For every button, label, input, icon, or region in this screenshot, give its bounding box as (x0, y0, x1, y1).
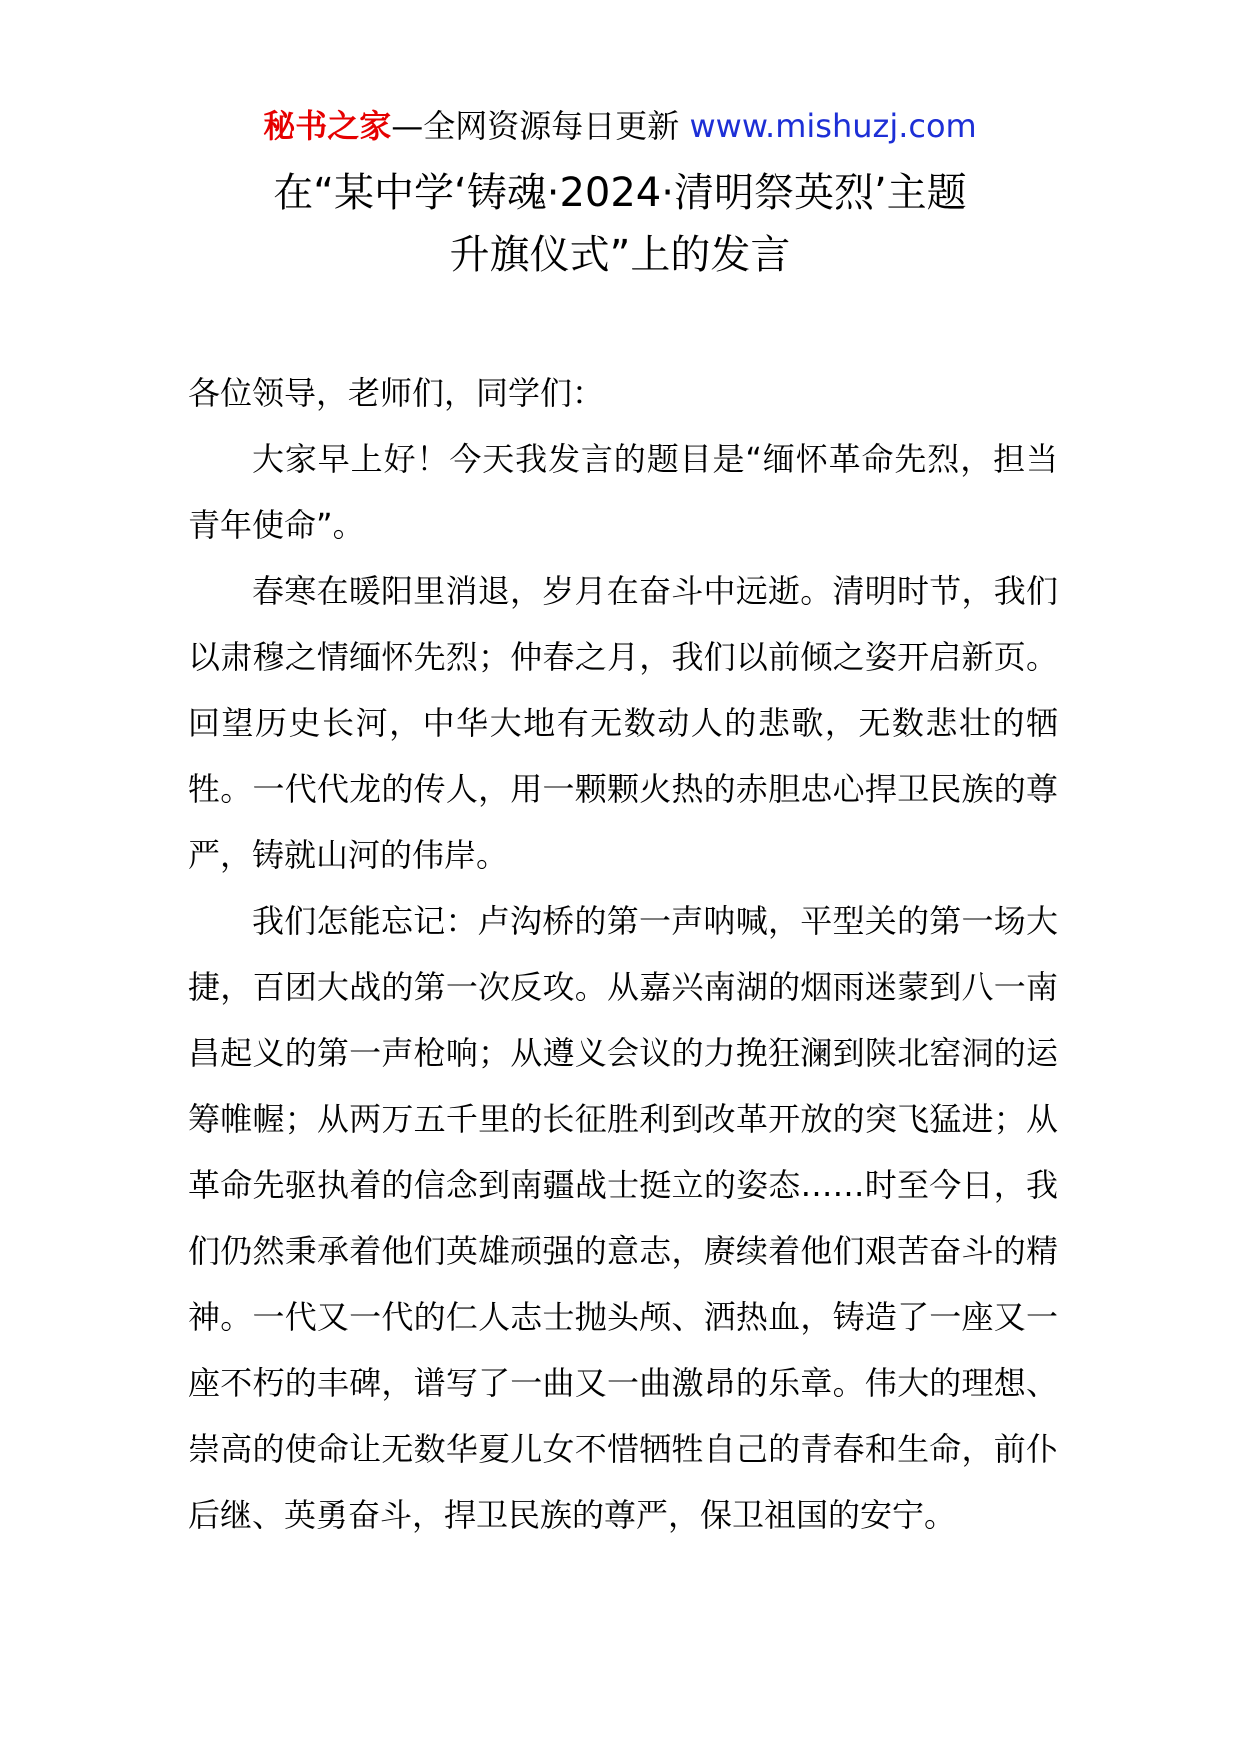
document-title (150, 162, 1090, 286)
salutation: 各位领导，老师们，同学们： (188, 374, 605, 412)
paragraph-greeting: 大家早上好！今天我发言的题目是“缅怀革命先烈，担当青年使命”。 (188, 440, 1058, 544)
site-url-link[interactable]: www.mishuzj.com (689, 107, 977, 145)
paragraph-history: 我们怎能忘记：卢沟桥的第一声呐喊，平型关的第一场大捷，百团大战的第一次反攻。从嘉兴南湖的烟雨迷蒙到八一南昌起义的第一声枪响；从遵义会议的力挽狂澜到陕北窑洞的运筹帷幄；从两万五千里的长征胜利到改革开放的突飞猛进；从革命先驱执着的信念到南疆战士挺立的姿态……时至今日，我们仍然秉承着他们英雄顽强的意志，赓续着他们艰苦奋斗的精神。一代又一代的仁人志士抛头颅、洒热血，铸造了一座又一座不朽的丰碑，谱写了一曲又一曲激昂的乐章。伟大的理想、崇高的使命让无数华夏儿女不惜牺牲自己的青春和生命，前仆后继、英勇奋斗，捍卫民族的尊严，保卫祖国的安宁。 (188, 902, 1058, 1534)
title-line-2: 升旗仪式”上的发言 (449, 232, 791, 278)
site-tagline: —全网资源每日更新 (391, 107, 680, 145)
site-name: 秘书之家 (263, 107, 392, 145)
speech-body (188, 360, 1058, 1548)
title-line-1: 在“某中学‘铸魂·2024·清明祭英烈’主题 (273, 170, 967, 216)
paragraph-qingming: 春寒在暖阳里消退，岁月在奋斗中远逝。清明时节，我们以肃穆之情缅怀先烈；仲春之月，我们以前倾之姿开启新页。回望历史长河，中华大地有无数动人的悲歌，无数悲壮的牺牲。一代代龙的传人，用一颗颗火热的赤胆忠心捍卫民族的尊严，铸就山河的伟岸。 (188, 572, 1058, 874)
site-header (0, 104, 1240, 148)
